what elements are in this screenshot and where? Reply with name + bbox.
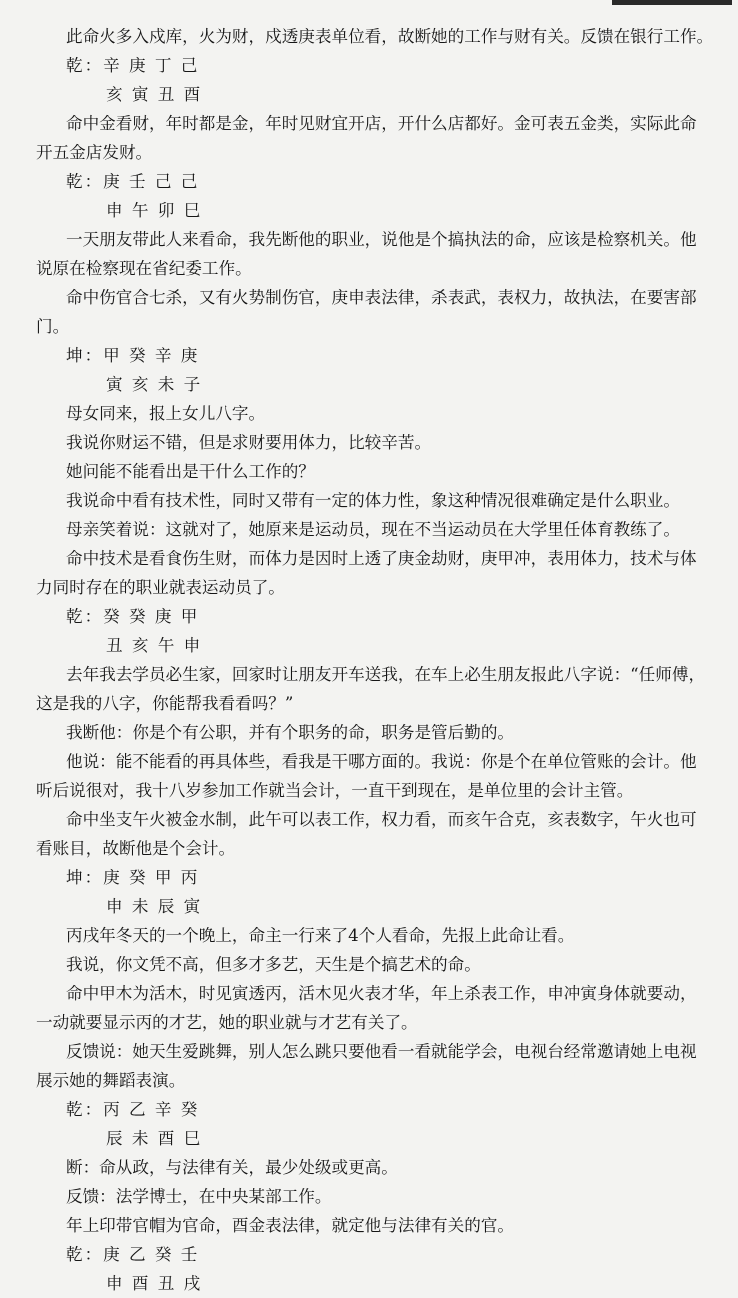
bazi-stems: 坤：甲 癸 辛 庚 bbox=[66, 346, 200, 365]
paragraph-line: 母女同来，报上女儿八字。 bbox=[66, 404, 266, 423]
paragraph-line: 一天朋友带此人来看命，我先断他的职业，说他是个搞执法的命，应该是检察机关。他 bbox=[66, 230, 697, 249]
bazi-stems: 乾：庚 壬 己 己 bbox=[66, 172, 200, 191]
paragraph-line: 丙戌年冬天的一个晚上，命主一行来了4个人看命，先报上此命让看。 bbox=[66, 926, 575, 945]
paragraph-line: 一动就要显示丙的才艺，她的职业就与才艺有关了。 bbox=[36, 1013, 418, 1032]
header-rule bbox=[612, 0, 732, 5]
bazi-branches: 辰 未 酉 巳 bbox=[106, 1129, 203, 1148]
paragraph-line: 看账目，故断他是个会计。 bbox=[36, 839, 236, 858]
paragraph-line: 年上印带官帽为官命，酉金表法律，就定他与法律有关的官。 bbox=[66, 1216, 515, 1235]
paragraph-line: 我说你财运不错，但是求财要用体力，比较辛苦。 bbox=[66, 433, 432, 452]
bazi-stems: 乾：丙 乙 辛 癸 bbox=[66, 1100, 200, 1119]
bazi-stems: 乾：癸 癸 庚 甲 bbox=[66, 607, 200, 626]
bazi-branches: 申 午 卯 巳 bbox=[106, 201, 203, 220]
paragraph-line: 门。 bbox=[36, 317, 70, 336]
paragraph-line: 我说命中看有技术性，同时又带有一定的体力性，象这种情况很难确定是什么职业。 bbox=[66, 491, 680, 510]
paragraph-line: 命中伤官合七杀，又有火势制伤官，庚申表法律，杀表武，表权力，故执法，在要害部 bbox=[66, 288, 697, 307]
paragraph-line: 断：命从政，与法律有关，最少处级或更高。 bbox=[66, 1158, 398, 1177]
paragraph-line: 命中甲木为活木，时见寅透丙，活木见火表才华，年上杀表工作，申冲寅身体就要动， bbox=[66, 984, 697, 1003]
bazi-branches: 丑 亥 午 申 bbox=[106, 636, 203, 655]
paragraph-line: 听后说很对，我十八岁参加工作就当会计，一直干到现在，是单位里的会计主管。 bbox=[36, 781, 634, 800]
bazi-branches: 申 未 辰 寅 bbox=[106, 897, 203, 916]
paragraph-line: 反馈：法学博士，在中央某部工作。 bbox=[66, 1187, 332, 1206]
paragraph-line: 母亲笑着说：这就对了，她原来是运动员，现在不当运动员在大学里任体育教练了。 bbox=[66, 520, 680, 539]
paragraph-line: 开五金店发财。 bbox=[36, 143, 153, 162]
bazi-branches: 寅 亥 未 子 bbox=[106, 375, 203, 394]
paragraph-line: 命中金看财，年时都是金，年时见财宜开店，开什么店都好。金可表五金类，实际此命 bbox=[66, 114, 697, 133]
text-body bbox=[0, 22, 738, 1298]
paragraph-line: 命中坐支午火被金水制，此午可以表工作，权力看，而亥午合克，亥表数字，午火也可 bbox=[66, 810, 697, 829]
paragraph-line: 去年我去学员必生家，回家时让朋友开车送我，在车上必生朋友报此八字说：“任师傅， bbox=[66, 665, 706, 684]
bazi-branches: 申 酉 丑 戌 bbox=[106, 1274, 203, 1293]
bazi-stems: 乾：辛 庚 丁 己 bbox=[66, 56, 200, 75]
bazi-stems: 坤：庚 癸 甲 丙 bbox=[66, 868, 200, 887]
paragraph-line: 她问能不能看出是干什么工作的？ bbox=[66, 462, 315, 481]
bazi-stems: 乾：庚 乙 癸 壬 bbox=[66, 1245, 200, 1264]
bazi-branches: 亥 寅 丑 酉 bbox=[106, 85, 203, 104]
paragraph-line: 力同时存在的职业就表运动员了。 bbox=[36, 578, 285, 597]
paragraph-line: 命中技术是看食伤生财，而体力是因时上透了庚金劫财，庚甲冲，表用体力，技术与体 bbox=[66, 549, 697, 568]
paragraph-line: 我说，你文凭不高，但多才多艺，天生是个搞艺术的命。 bbox=[66, 955, 481, 974]
paragraph-line: 展示她的舞蹈表演。 bbox=[36, 1071, 186, 1090]
paragraph-line: 这是我的八字，你能帮我看看吗？” bbox=[36, 694, 294, 713]
paragraph-line: 此命火多入戍库，火为财，戍透庚表单位看，故断她的工作与财有关。反馈在银行工作。 bbox=[66, 27, 714, 46]
paragraph-line: 我断他：你是个有公职，并有个职务的命，职务是管后勤的。 bbox=[66, 723, 515, 742]
paragraph-line: 他说：能不能看的再具体些，看我是干哪方面的。我说：你是个在单位管账的会计。他 bbox=[66, 752, 697, 771]
paragraph-line: 说原在检察现在省纪委工作。 bbox=[36, 259, 252, 278]
paragraph-line: 反馈说：她天生爱跳舞，别人怎么跳只要他看一看就能学会，电视台经常邀请她上电视 bbox=[66, 1042, 697, 1061]
